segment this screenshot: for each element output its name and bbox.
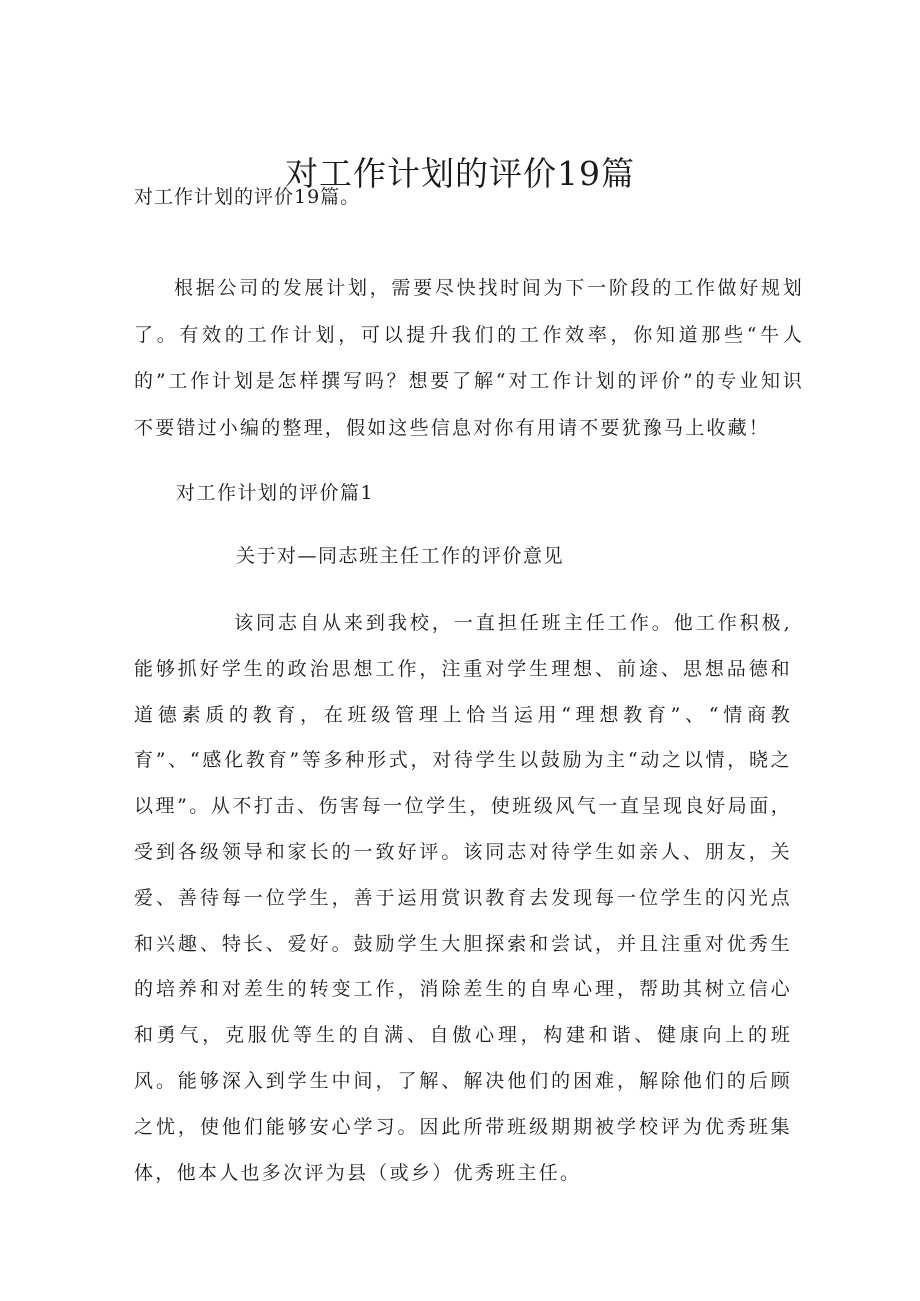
document-title: 对工作计划的评价19篇 bbox=[285, 154, 635, 193]
evaluation-heading: 关于对—同志班主任工作的评价意见 bbox=[236, 545, 565, 567]
section-heading: 对工作计划的评价篇1 bbox=[176, 482, 375, 504]
evaluation-body-paragraph: 该同志自从来到我校，一直担任班主任工作。他工作积极,能够抓好学生的政治思想工作，注重对学生理想、前途、思想品德和道德素质的教育，在班级管理上恰当运用“理想教育”、“情商教育”、“感化教育”等多种形式，对待学生以鼓励为主“动之以情，晓之以理”。从不打击、伤害每一位学生，使班级风气一直呈现良好局面，受到各级领导和家长的一致好评。该同志对待学生如亲人、朋友，关爱、善待每一位学生，善于运用赏识教育去发现每一位学生的闪光点和兴趣、特长、爱好。鼓励学生大胆探索和尝试，并且注重对优秀生的培养和对差生的转变工作，消除差生的自卑心理，帮助其树立信心和勇气，克服优等生的自满、自傲心理，构建和谐、健康向上的班风。能够深入到学生中间，了解、解决他们的困难，解除他们的后顾之忧，使他们能够安心学习。因此所带班级期期被学校评为优秀班集体，他本人也多次评为县（或乡）优秀班主任。 bbox=[134, 612, 792, 1184]
intro-paragraph: 根据公司的发展计划，需要尽快找时间为下一阶段的工作做好规划了。有效的工作计划，可以提升我们的工作效率，你知道那些“牛人的”工作计划是怎样撰写吗？想要了解“对工作计划的评价”的专业知识不要错过小编的整理，假如这些信息对你有用请不要犹豫马上收藏！ bbox=[134, 277, 804, 439]
document-subtitle: 对工作计划的评价19篇。 bbox=[134, 186, 361, 208]
